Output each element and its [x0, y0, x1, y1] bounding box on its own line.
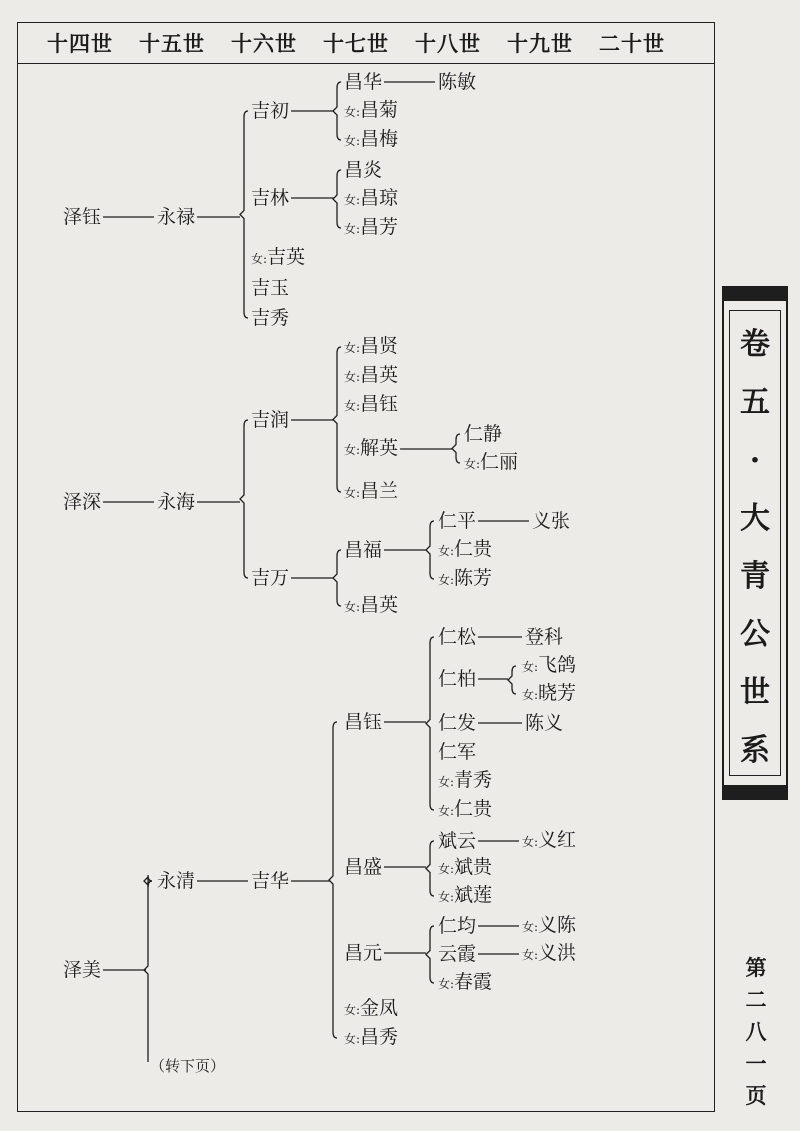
person-renjun2 — [438, 915, 476, 937]
person-changfang — [344, 216, 398, 240]
volume-title — [724, 316, 786, 780]
female-marker: 女: — [251, 252, 268, 266]
bracket — [240, 420, 248, 578]
person-name: 昌芳 — [360, 216, 399, 238]
person-yizhang — [532, 510, 570, 532]
bracket — [144, 881, 152, 1062]
person-name: 斌云 — [438, 830, 477, 852]
person-name: 仁平 — [438, 510, 477, 532]
person-bingui — [438, 856, 492, 880]
person-name: 斌贵 — [454, 856, 493, 878]
bracket — [426, 841, 434, 896]
female-marker: 女: — [344, 105, 361, 119]
page-number — [728, 952, 784, 1112]
person-qingxiu — [438, 769, 492, 793]
person-name: 昌英 — [360, 364, 399, 386]
female-marker: 女: — [438, 775, 455, 789]
female-marker: 女: — [464, 457, 481, 471]
person-name: 昌盛 — [344, 856, 383, 878]
volume-title-char: 系 — [740, 733, 770, 768]
person-rengui2 — [438, 798, 492, 822]
female-marker: 女: — [522, 688, 539, 702]
person-jiying — [251, 246, 305, 270]
person-name: 昌英 — [360, 594, 399, 616]
person-changmei — [344, 128, 398, 152]
female-marker: 女: — [522, 948, 539, 962]
person-name: 吉万 — [251, 567, 290, 589]
person-yichen — [522, 914, 576, 938]
person-name: 泽深 — [63, 491, 102, 513]
bracket — [426, 926, 434, 983]
female-marker: 女: — [344, 222, 361, 236]
person-renli — [464, 451, 518, 475]
generation-label: 十六世 — [231, 31, 297, 56]
volume-title-panel — [722, 286, 788, 800]
person-zeyu — [63, 206, 101, 228]
person-changyu2 — [344, 711, 382, 733]
female-marker: 女: — [438, 862, 455, 876]
bracket — [508, 666, 516, 694]
generation-label: 十五世 — [139, 31, 205, 56]
person-name: 义张 — [532, 510, 571, 532]
person-name: 青秀 — [454, 769, 493, 791]
generation-label: 二十世 — [599, 31, 665, 56]
person-name: 陈芳 — [454, 567, 493, 589]
person-xieying — [344, 437, 398, 461]
person-name: 陈敏 — [438, 71, 477, 93]
person-name: 仁贵 — [454, 798, 493, 820]
person-xiaofang — [522, 682, 576, 706]
panel-bottom-bar — [723, 785, 787, 799]
person-changyu1 — [344, 393, 398, 417]
person-dengke — [525, 626, 563, 648]
person-name: 金凤 — [360, 997, 399, 1019]
generation-label: 十九世 — [507, 31, 573, 56]
person-yihongB — [522, 942, 576, 966]
volume-title-char: 世 — [740, 675, 770, 710]
person-chenmin — [438, 71, 476, 93]
bracket — [333, 550, 341, 606]
female-marker: 女: — [522, 660, 539, 674]
volume-title-char: · — [749, 443, 761, 478]
person-changfu — [344, 539, 382, 561]
person-name: 昌菊 — [360, 99, 399, 121]
person-name: 吉华 — [251, 870, 290, 892]
female-marker: 女: — [344, 370, 361, 384]
person-jiwan — [251, 567, 289, 589]
bracket — [426, 521, 434, 579]
person-name: 泽钰 — [63, 206, 102, 228]
person-name: 吉秀 — [251, 307, 290, 329]
person-zeshen — [63, 491, 101, 513]
bracket — [240, 111, 248, 318]
person-name: 斌莲 — [454, 884, 493, 906]
person-changhua — [344, 71, 382, 93]
volume-title-char: 五 — [740, 385, 770, 420]
person-jichu — [251, 100, 289, 122]
bracket — [452, 434, 460, 463]
person-changying2 — [344, 594, 398, 618]
female-marker: 女: — [344, 134, 361, 148]
bracket — [426, 637, 434, 810]
person-changyuan — [344, 942, 382, 964]
panel-top-bar — [723, 287, 787, 301]
person-name: 仁静 — [464, 423, 503, 445]
female-marker: 女: — [344, 1003, 361, 1017]
female-marker: 女: — [344, 193, 361, 207]
person-yihong — [522, 829, 576, 853]
female-marker: 女: — [344, 341, 361, 355]
person-changyan — [344, 159, 382, 181]
person-yongqing — [157, 870, 195, 892]
person-name: 昌贤 — [360, 335, 399, 357]
person-changlan — [344, 480, 398, 504]
person-name: 永禄 — [157, 206, 196, 228]
person-name: 义红 — [538, 829, 577, 851]
person-name: 吉初 — [251, 100, 290, 122]
person-name: 仁松 — [438, 626, 477, 648]
person-binlian — [438, 884, 492, 908]
female-marker: 女: — [344, 1032, 361, 1046]
generation-label: 十四世 — [47, 31, 113, 56]
person-name: 吉林 — [251, 187, 290, 209]
female-marker: 女: — [438, 890, 455, 904]
person-name: 仁柏 — [438, 668, 477, 690]
person-changsheng — [344, 856, 382, 878]
person-renjing — [464, 423, 502, 445]
person-yunxia — [438, 943, 476, 965]
person-changju — [344, 99, 398, 123]
person-name: 仁均 — [438, 915, 477, 937]
person-name: 永清 — [157, 870, 196, 892]
person-jirun — [251, 409, 289, 431]
person-changxian — [344, 335, 398, 359]
person-renping — [438, 510, 476, 532]
person-name: 飞鸽 — [538, 654, 577, 676]
bracket — [329, 722, 337, 1038]
person-yonglu — [157, 206, 195, 228]
female-marker: 女: — [344, 486, 361, 500]
person-chenfang — [438, 567, 492, 591]
person-name: 昌兰 — [360, 480, 399, 502]
person-jihua — [251, 870, 289, 892]
person-name: 昌福 — [344, 539, 383, 561]
person-changqiong — [344, 187, 398, 211]
person-binyun — [438, 830, 476, 852]
female-marker: 女: — [344, 443, 361, 457]
person-jilin — [251, 187, 289, 209]
person-name: 登科 — [525, 626, 564, 648]
female-marker: 女: — [522, 835, 539, 849]
person-zemei — [63, 959, 101, 981]
person-name: 昌钰 — [344, 711, 383, 733]
person-name: 仁丽 — [480, 451, 519, 473]
person-renfa — [438, 712, 476, 734]
person-name: 吉玉 — [251, 277, 290, 299]
page-number-char: 第 — [745, 955, 767, 980]
person-feige — [522, 654, 576, 678]
female-marker: 女: — [438, 977, 455, 991]
bracket — [333, 82, 341, 140]
person-renbai — [438, 668, 476, 690]
bracket — [333, 170, 341, 228]
person-name: 永海 — [157, 491, 196, 513]
person-name: 昌梅 — [360, 128, 399, 150]
person-name: 云霞 — [438, 943, 477, 965]
female-marker: 女: — [344, 600, 361, 614]
female-marker: 女: — [522, 920, 539, 934]
person-name: 昌华 — [344, 71, 383, 93]
page-number-char: 八 — [745, 1019, 767, 1044]
generation-label: 十七世 — [323, 31, 389, 56]
person-jinfeng — [344, 997, 398, 1021]
person-name: 春霞 — [454, 971, 493, 993]
person-rensong — [438, 626, 476, 648]
female-marker: 女: — [344, 399, 361, 413]
person-rengui1 — [438, 538, 492, 562]
generation-label: 十八世 — [415, 31, 481, 56]
person-name: 吉英 — [267, 246, 306, 268]
person-name: 泽美 — [63, 959, 102, 981]
female-marker: 女: — [438, 804, 455, 818]
person-name: 解英 — [360, 437, 399, 459]
continued-next-page-note: （转下页） — [150, 1057, 226, 1075]
page-number-char: 页 — [745, 1083, 767, 1108]
person-renjun — [438, 741, 476, 763]
person-name: 仁贵 — [454, 538, 493, 560]
person-yonghai — [157, 491, 195, 513]
person-name: 昌钰 — [360, 393, 399, 415]
person-name: 昌秀 — [360, 1026, 399, 1048]
volume-title-char: 青 — [740, 559, 770, 594]
person-changying1 — [344, 364, 398, 388]
person-name: 仁军 — [438, 741, 477, 763]
person-jiyu — [251, 277, 289, 299]
person-name: 昌炎 — [344, 159, 383, 181]
volume-title-char: 大 — [740, 501, 770, 536]
person-chunxia — [438, 971, 492, 995]
person-name: 陈义 — [525, 712, 564, 734]
female-marker: 女: — [438, 544, 455, 558]
page-number-char: 一 — [745, 1051, 767, 1076]
person-name: 昌元 — [344, 942, 383, 964]
person-name: 晓芳 — [538, 682, 577, 704]
female-marker: 女: — [438, 573, 455, 587]
person-name: 仁发 — [438, 712, 477, 734]
person-chenyi — [525, 712, 563, 734]
person-name: 义陈 — [538, 914, 577, 936]
volume-title-char: 卷 — [740, 327, 770, 362]
person-changxiu — [344, 1026, 398, 1050]
person-jixiu — [251, 307, 289, 329]
person-name: 义洪 — [538, 942, 577, 964]
person-name: 吉润 — [251, 409, 290, 431]
person-name: 昌琼 — [360, 187, 399, 209]
page-number-char: 二 — [745, 987, 767, 1012]
volume-title-char: 公 — [740, 617, 770, 652]
bracket — [333, 347, 341, 492]
